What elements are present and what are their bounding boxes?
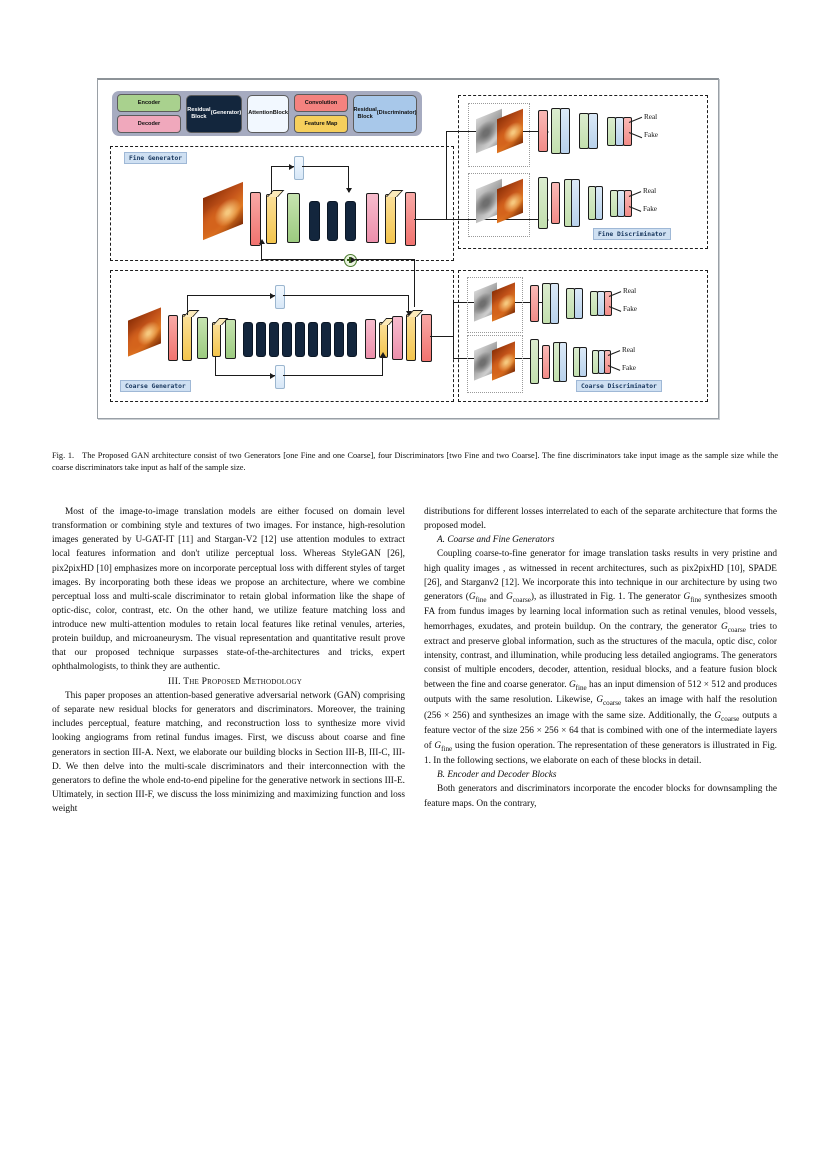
fine-gen-skip-line-up: [271, 166, 272, 194]
math-sub-fine-1: fine: [475, 595, 487, 604]
math-sub-coarse-3: coarse: [603, 699, 622, 708]
coarse-disc-2-real-label: Real: [622, 346, 636, 354]
fine-disc-2-layer-4: [571, 179, 580, 227]
fine-gen-skip-arrow-1: [289, 164, 294, 170]
coarse-disc-1-real-label: Real: [623, 287, 637, 295]
math-g-coarse-3: G: [596, 695, 604, 706]
tag-coarse-discriminator: Coarse Discriminator: [576, 380, 662, 392]
fine-gen-encoder-1: [287, 193, 300, 243]
math-sub-fine-4: fine: [441, 744, 453, 753]
fine-gen-feature-2: [385, 194, 396, 244]
para-a-seg6: takes an image with half the resolution (256 × 256) and synthesizes an image with the same size. Additionally, the: [424, 695, 777, 721]
legend-resg-line1: Residual Block: [187, 107, 211, 120]
tag-coarse-generator: Coarse Generator: [120, 380, 191, 392]
coarse-disc-2-layer-6: [579, 347, 587, 377]
figure-caption: [52, 450, 778, 474]
math-g-coarse-2: G: [721, 621, 728, 632]
coarse-gen-decoder-1: [365, 319, 376, 359]
coarse-skip-top-arrow: [270, 293, 275, 299]
fine-disc-1-layer-5: [588, 113, 598, 149]
coarse-gen-attention-bottom: [275, 365, 285, 389]
coarse-gen-residual-6: [308, 322, 318, 357]
fine-gen-feature-1: [266, 194, 277, 244]
coarse-gen-residual-5: [295, 322, 305, 357]
legend-resg-line2: (Generator): [210, 110, 242, 117]
body-column-right: [424, 505, 777, 811]
legend-residual-block-generator: [186, 95, 242, 133]
coarse-gen-residual-1: [243, 322, 253, 357]
coarse-skip-bot-arrow: [270, 373, 275, 379]
coarse-gen-decoder-2: [392, 316, 403, 360]
figure-canvas: [98, 80, 718, 418]
coarse-disc-1-layer-1: [530, 285, 539, 322]
coarse-disc-2-layer-1: [530, 339, 539, 384]
coarse-skip-bot-h1: [215, 375, 275, 376]
legend-resd-line2: (Discriminator): [376, 110, 417, 117]
figure-caption-text: The Proposed GAN architecture consist of two Generators [one Fine and one Coarse], four Discriminators [two Fine and two Coarse]. The fine discriminators take input image as the sample size while the coarse discriminators take input as half of the sample size.: [52, 451, 778, 472]
section-heading-3: III. The Proposed Methodology: [168, 675, 302, 687]
math-g-coarse-1: G: [506, 591, 513, 602]
tag-fine-discriminator: Fine Discriminator: [593, 228, 671, 240]
legend-feature-map: Feature Map: [294, 115, 348, 133]
math-g-fine-4: G: [434, 740, 442, 751]
fusion-feed-h: [355, 259, 415, 260]
coarse-gen-encoder-1: [197, 317, 208, 359]
fine-gen-out-v-up: [446, 131, 447, 220]
para-a-and: and: [486, 591, 507, 602]
fine-disc-1-fake-label: Fake: [644, 131, 658, 139]
coarse-skip-bot-arrow2: [380, 352, 386, 357]
para-a-seg8: using the fusion operation. The representation of these generators is illustrated in Fig. 1. In the following sections, we elaborate on each of these blocks in detail.: [424, 740, 777, 767]
coarse-gen-feature-4: [406, 314, 416, 361]
fine-disc-2-layer-2: [551, 182, 560, 224]
fine-gen-residual-2: [327, 201, 338, 241]
right-paragraph-b: Both generators and discriminators incorporate the encoder blocks for downsampling the feature maps. On the contrary,: [424, 784, 777, 809]
legend-resd-line1: Residual Block: [353, 107, 377, 120]
math-sub-fine-2: fine: [690, 595, 702, 604]
coarse-gen-out-h: [430, 336, 454, 337]
left-paragraph-2: This paper proposes an attention-based generative adversarial network (GAN) comprising of separate new residual blocks for generators and discriminators. Moreover, the training includes perceptual, feature matching, and reconstruction loss to synthesize more vivid looking angiograms from retinal fundus images. First, we discuss about coarse and fine generators in section III-A. Next, we elaborate our building blocks in Section III-B, III-C, III-D. We then delve into the multi-scale discriminators and their interconnection with the generators to define the whole end-to-end pipeline for the generative network in sections III-E. Ultimately, in section III-F, we discuss the loss minimizing and maximizing function and loss weight: [52, 691, 405, 815]
coarse-disc-1-layer-3: [550, 283, 559, 324]
coarse-skip-bot-h2: [283, 375, 383, 376]
math-sub-coarse-1: coarse: [512, 595, 531, 604]
math-g-fine-3: G: [568, 679, 576, 690]
coarse-disc-1-layer-5: [574, 288, 583, 319]
para-a-seg5: has an input dimension of 512 × 512 and produces outputs with the same resolution. Likewise,: [424, 679, 778, 706]
subsection-heading-a: A. Coarse and Fine Generators: [437, 535, 555, 546]
fine-disc-2-real-label: Real: [643, 187, 657, 195]
coarse-skip-bot-v1: [215, 356, 216, 376]
fine-disc-2-fake-label: Fake: [643, 205, 657, 213]
para-a-seg7: outputs a feature vector of the size 256 × 256 × 64 that is combined with one of the intermediate layers of: [424, 710, 777, 751]
coarse-disc-2-fake-label: Fake: [622, 364, 636, 372]
coarse-disc-1-fake-label: Fake: [623, 305, 637, 313]
coarse-gen-residual-8: [334, 322, 344, 357]
coarse-gen-feature-2: [212, 322, 221, 357]
fine-disc-1-layer-1: [538, 110, 548, 152]
fusion-arrow-up: [259, 239, 265, 244]
legend-attn-line2: Block: [272, 110, 288, 117]
coarse-gen-residual-4: [282, 322, 292, 357]
para-a-seg3: synthesizes smooth FA from fundus images by learning local information such as retinal venules, blood vessels, hemorrhages, exudates, and protein buildup. On the contrary, the generator: [424, 591, 778, 632]
math-sub-coarse-4: coarse: [721, 714, 740, 723]
para-a-seg1: Coupling coarse-to-fine generator for image translation tasks results in very pristine and high quality images , as witnessed in recent architectures, such as pix2pixHD [10], SPADE [26], and Starganv2 [12]. We incorporate this into technique in our architecture by using two generators (: [424, 549, 777, 602]
fine-gen-residual-1: [309, 201, 320, 241]
fusion-feed-arrow: [351, 257, 356, 263]
legend-convolution: Convolution: [294, 94, 348, 112]
legend-group-encoder-decoder: [117, 94, 181, 133]
legend-residual-block-discriminator: [353, 95, 417, 133]
figure-caption-label: Fig. 1.: [52, 451, 75, 460]
math-sub-coarse-2: coarse: [727, 625, 746, 634]
legend-decoder: Decoder: [117, 115, 181, 133]
figure-legend: [112, 91, 422, 136]
fine-gen-conv-1: [250, 192, 261, 246]
fine-gen-out-h: [414, 219, 447, 220]
left-paragraph-1: Most of the image-to-image translation models are either focused on domain level transformation or combining style and textures of two images. For instance, high-resolution images generated by U-GAT-IT [11] and Stargan-V2 [12] use attention modules to extract local features information and don't utilize perceptual loss. Whereas StyleGAN [26], pix2pixHD [10] emphasizes more on incorporate perceptual loss with different styles of target images. By incorporating both these ideas we propose an architecture, where we combine perceptual loss and multi-scale discriminator to retain global information like the shape of optic-disc, color, contrast, etc. On the other hand, we utilize feature matching loss and introduce new multi-attention modules to retain local features like retinal venules, arteries, protein buildup, and microaneurysm. The visual representation and quantitative result prove that our proposed technique surpasses state-of-the-architectures and tricks, expert ophthalmologists, to think they are authentic.: [52, 507, 405, 673]
math-g-fine-1: G: [468, 591, 476, 602]
fine-gen-decoder-1: [366, 193, 379, 243]
tag-fine-generator: Fine Generator: [124, 152, 187, 164]
legend-attention-block: [247, 95, 289, 133]
coarse-gen-out-v: [453, 302, 454, 359]
fine-gen-residual-3: [345, 201, 356, 241]
coarse-gen-feature-1: [182, 314, 192, 361]
para-a-seg4: tries to extract and preserve global information, such as the structures of the macula, optic disc, color intensity, contrast, and illumination, while producing less detailed angiograms. The generators consist of multiple encoders, decoder, attention, residual blocks, and a feature fusion block between the fine and coarse generator.: [424, 621, 777, 690]
fusion-line-up: [261, 243, 262, 260]
fine-gen-skip-line-h2: [302, 166, 349, 167]
fine-gen-skip-arrow-2: [346, 188, 352, 193]
math-g-fine-2: G: [683, 591, 691, 602]
para-a-seg2: ), as illustrated in Fig. 1. The generator: [530, 591, 684, 602]
coarse-gen-residual-9: [347, 322, 357, 357]
fine-disc-1-real-label: Real: [644, 113, 658, 121]
legend-encoder: Encoder: [117, 94, 181, 112]
math-sub-fine-3: fine: [575, 683, 587, 692]
figure-1-container: [97, 78, 719, 419]
coarse-gen-conv-1: [168, 315, 178, 361]
coarse-skip-top-v1: [187, 295, 188, 315]
coarse-skip-top-h2: [283, 295, 409, 296]
body-column-left: [52, 505, 405, 816]
fusion-line-h: [261, 259, 344, 260]
coarse-skip-bot-v2: [382, 356, 383, 376]
right-paragraph-a: [424, 547, 777, 768]
subsection-heading-b: B. Encoder and Decoder Blocks: [437, 770, 557, 781]
fine-disc-2-layer-6: [595, 186, 603, 220]
right-paragraph-continued: distributions for different losses interrelated to each of the separate architecture that forms the proposed model.: [424, 507, 777, 532]
coarse-gen-encoder-2: [225, 319, 236, 359]
coarse-disc-2-layer-4: [559, 342, 567, 382]
coarse-gen-residual-3: [269, 322, 279, 357]
math-g-coarse-4: G: [714, 710, 722, 721]
legend-attn-line1: Attention: [248, 110, 273, 117]
coarse-disc-2-layer-2: [542, 345, 550, 379]
legend-group-conv-feature: [294, 94, 348, 133]
coarse-skip-top-arrow2: [406, 311, 412, 316]
fine-disc-2-layer-1: [538, 177, 548, 229]
coarse-gen-attention-top: [275, 285, 285, 309]
coarse-gen-conv-2: [421, 314, 432, 362]
coarse-gen-residual-7: [321, 322, 331, 357]
fine-disc-1-layer-3: [560, 108, 570, 154]
coarse-gen-residual-2: [256, 322, 266, 357]
coarse-skip-top-h1: [187, 295, 275, 296]
fine-gen-attention-block: [294, 156, 304, 180]
